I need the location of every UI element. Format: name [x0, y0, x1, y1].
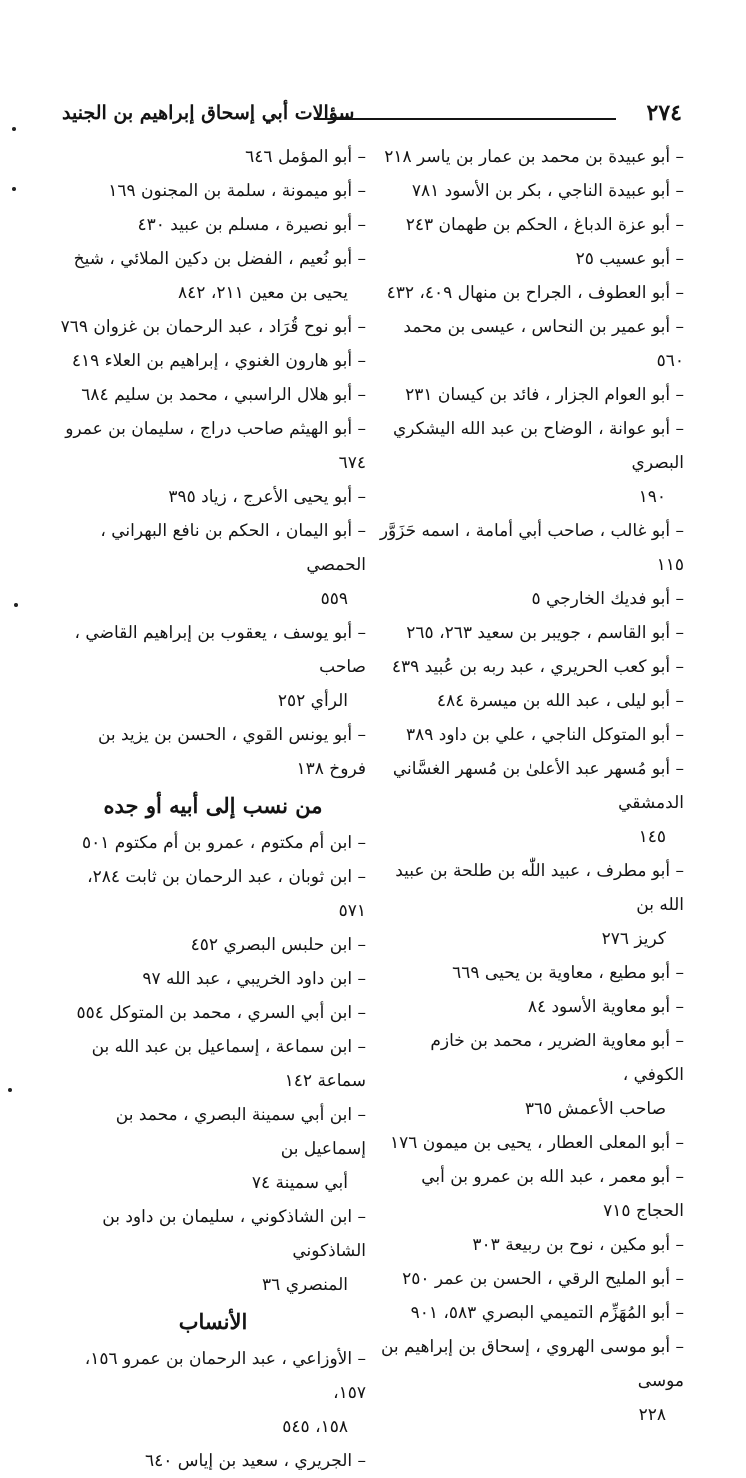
index-entry: – أبو ميمونة ، سلمة بن المجنون ١٦٩ [108, 181, 366, 201]
index-entry-continuation: الرأي ٢٥٢ [277, 691, 348, 711]
margin-mark [14, 603, 18, 607]
index-entry: – أبو عمير بن النحاس ، عيسى بن محمد ٥٦٠ [403, 317, 684, 371]
index-entry: – ابن أم مكتوم ، عمرو بن أم مكتوم ٥٠١ [81, 833, 366, 853]
index-entry: – أبو عبيدة بن محمد بن عمار بن ياسر ٢١٨ [384, 147, 684, 167]
index-entry: – ابن الشاذكوني ، سليمان بن داود بن الشاذكوني [102, 1207, 366, 1261]
index-entry: – أبو هلال الراسبي ، محمد بن سليم ٦٨٤ [81, 385, 366, 405]
index-entry: – أبو نصيرة ، مسلم بن عبيد ٤٣٠ [137, 215, 366, 235]
index-entry: – أبو العوام الجزار ، فائد بن كيسان ٢٣١ [405, 385, 684, 405]
index-entry: – أبو العطوف ، الجراح بن منهال ٤٠٩، ٤٣٢ [386, 283, 684, 303]
index-column-left [60, 140, 366, 1478]
index-entry: – الأوزاعي ، عبد الرحمان بن عمرو ١٥٦، ١٥٧، [84, 1349, 366, 1403]
margin-mark [12, 187, 16, 191]
header-rule [314, 118, 616, 120]
index-entry-continuation: كريز ٢٧٦ [601, 929, 666, 949]
index-entry: – ابن ثوبان ، عبد الرحمان بن ثابت ٢٨٤، ٥٧١ [87, 867, 366, 921]
page-header [62, 100, 682, 136]
index-entry: – أبو المُهَزِّم التميمي البصري ٥٨٣، ٩٠١ [410, 1303, 684, 1323]
index-entry: – أبو مُسهر عبد الأعلىٰ بن مُسهر الغسَّاني الدمشقي [392, 759, 684, 813]
index-entry: – أبو ليلى ، عبد الله بن ميسرة ٤٨٤ [436, 691, 684, 711]
index-entry: – ابن حلبس البصري ٤٥٢ [190, 935, 366, 955]
index-entry-continuation: يحيى بن معين ٢١١، ٨٤٢ [178, 283, 348, 303]
margin-mark [8, 1088, 12, 1092]
index-entry: – أبو اليمان ، الحكم بن نافع البهراني ، الحمصي [100, 521, 366, 575]
index-entry-continuation: المنصري ٣٦ [262, 1275, 348, 1295]
index-entry: – أبو عبيدة الناجي ، بكر بن الأسود ٧٨١ [411, 181, 684, 201]
index-column-right [378, 140, 684, 1432]
running-title: سؤالات أبي إسحاق إبراهيم بن الجنيد [62, 102, 355, 124]
index-entry: – أبو موسى الهروي ، إسحاق بن إبراهيم بن موسى [380, 1337, 684, 1391]
index-entry: – أبو المليح الرقي ، الحسن بن عمر ٢٥٠ [402, 1269, 684, 1289]
index-entry-continuation: صاحب الأعمش ٣٦٥ [524, 1099, 666, 1119]
entry-list [60, 140, 366, 786]
page-number: ٢٧٤ [646, 100, 682, 126]
margin-mark [12, 127, 16, 131]
index-entry: – أبو يوسف ، يعقوب بن إبراهيم القاضي ، صاحب [74, 623, 366, 677]
index-entry-continuation: ١٤٥ [638, 827, 666, 847]
index-entry: – أبو كعب الحريري ، عبد ربه بن عُبيد ٤٣٩ [391, 657, 684, 677]
index-entry-continuation: ١٩٠ [638, 487, 666, 507]
index-entry: – أبو يونس القوي ، الحسن بن يزيد بن فروخ ١٣٨ [97, 725, 366, 779]
index-entry: – أبو مطيع ، معاوية بن يحيى ٦٦٩ [452, 963, 684, 983]
index-entry: – أبو عسيب ٢٥ [575, 249, 684, 269]
index-entry: – أبو يحيى الأعرج ، زياد ٣٩٥ [168, 487, 366, 507]
index-entry: – أبو عزة الدباغ ، الحكم بن طهمان ٢٤٣ [405, 215, 684, 235]
section-heading-nisbas: الأنساب [178, 1309, 248, 1334]
index-entry: – أبو نوح قُرَاد ، عبد الرحمان بن غزوان ٧٦٩ [60, 317, 366, 337]
index-entry: – أبو غالب ، صاحب أبي أمامة ، اسمه حَزَوَّر ١١٥ [379, 521, 684, 575]
index-entry: – أبو معاوية الضرير ، محمد بن خازم الكوفي ، [430, 1031, 684, 1085]
index-entry: – أبو مطرف ، عبيد اللّٰه بن طلحة بن عبيد الله بن [395, 861, 684, 915]
index-entry: – أبو فديك الخارجي ٥ [531, 589, 684, 609]
index-entry: – أبو المعلى العطار ، يحيى بن ميمون ١٧٦ [389, 1133, 684, 1153]
index-entry: – أبو القاسم ، جويبر بن سعيد ٢٦٣، ٢٦٥ [406, 623, 684, 643]
index-entry: – أبو معمر ، عبد الله بن عمرو بن أبي الحجاج ٧١٥ [421, 1167, 684, 1221]
index-entry-continuation: أبي سمينة ٧٤ [251, 1173, 348, 1193]
index-entry-continuation: ٢٢٨ [638, 1405, 666, 1425]
entry-list [378, 140, 684, 1432]
index-entry: – أبو الهيثم صاحب دراج ، سليمان بن عمرو ٦٧٤ [65, 419, 366, 473]
index-entry: – أبو المؤمل ٦٤٦ [245, 147, 366, 167]
index-entry: – أبو مكين ، نوح بن ربيعة ٣٠٣ [472, 1235, 684, 1255]
index-entry: – ابن داود الخريبي ، عبد الله ٩٧ [142, 969, 366, 989]
index-entry: – أبو معاوية الأسود ٨٤ [527, 997, 684, 1017]
index-entry: – أبو المتوكل الناجي ، علي بن داود ٣٨٩ [405, 725, 684, 745]
index-entry: – أبو عوانة ، الوضاح بن عبد الله اليشكري البصري [392, 419, 684, 473]
index-entry: – الجريري ، سعيد بن إياس ٦٤٠ [144, 1451, 366, 1471]
index-entry-continuation: ١٥٨، ٥٤٥ [282, 1417, 348, 1437]
index-entry: – أبو هارون الغنوي ، إبراهيم بن العلاء ٤١٩ [71, 351, 366, 371]
entry-list [60, 826, 366, 1302]
index-entry: – أبو نُعيم ، الفضل بن دكين الملائي ، شيخ [73, 249, 366, 269]
index-entry: – ابن سماعة ، إسماعيل بن عبد الله بن سماعة ١٤٢ [91, 1037, 366, 1091]
index-entry: – ابن أبي السري ، محمد بن المتوكل ٥٥٤ [76, 1003, 366, 1023]
section-heading-lineage: من نسب إلى أبيه أو جده [103, 793, 323, 818]
entry-list [60, 1342, 366, 1478]
index-entry: – ابن أبي سمينة البصري ، محمد بن إسماعيل بن [115, 1105, 366, 1159]
index-entry-continuation: ٥٥٩ [320, 589, 348, 609]
